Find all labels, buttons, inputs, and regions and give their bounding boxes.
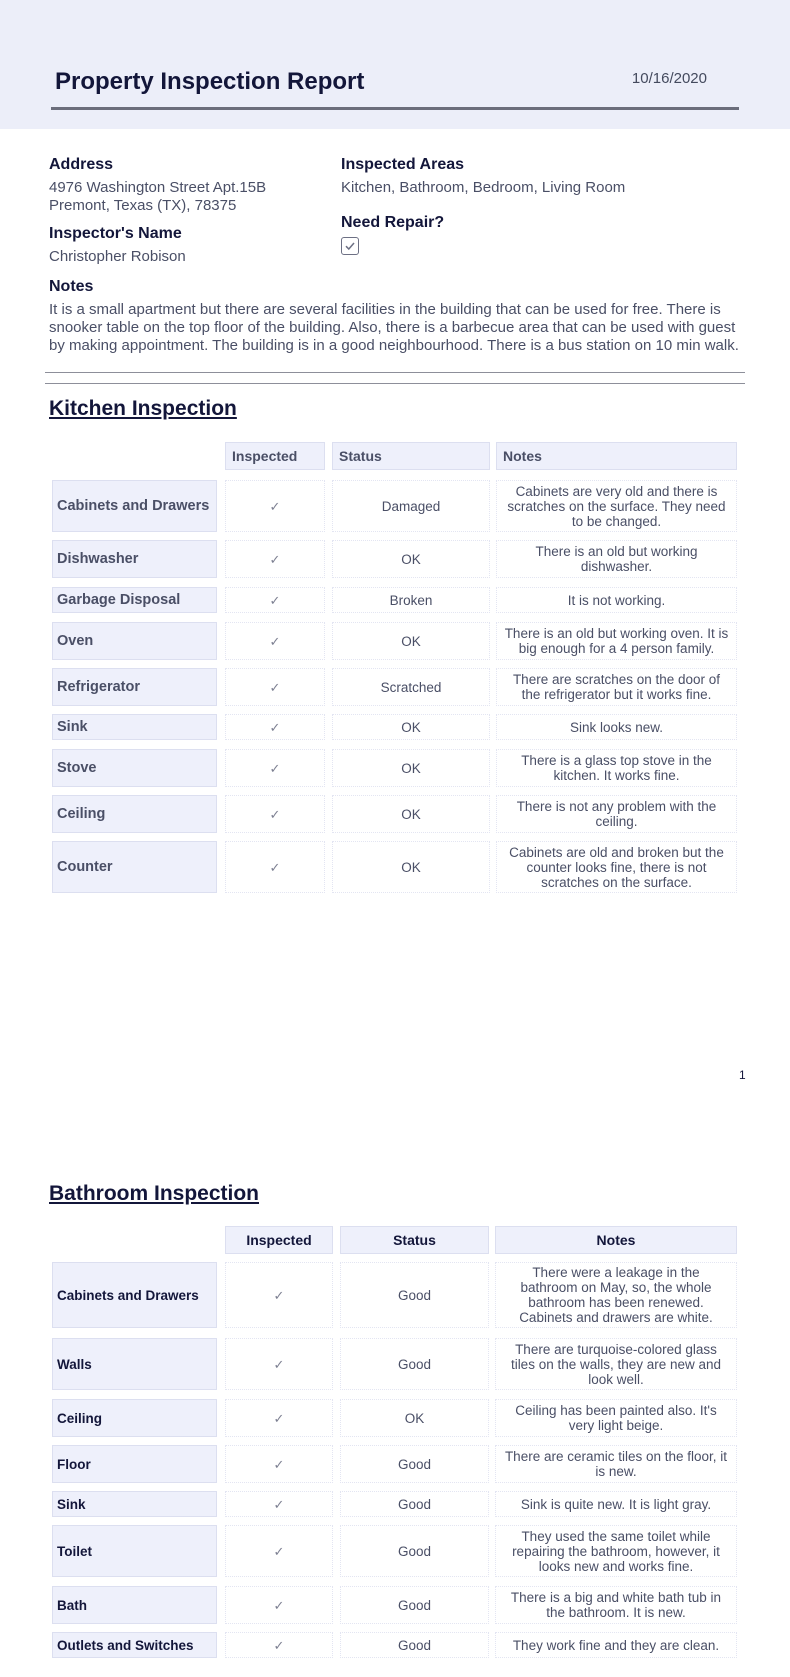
notes-cell: They used the same toilet while repairing the bathroom, however, it looks new and works fine. <box>495 1525 737 1577</box>
row-label: Counter <box>52 841 217 893</box>
section-divider-bottom <box>45 383 745 384</box>
status-cell: Good <box>340 1338 489 1390</box>
need-repair-checkbox[interactable] <box>341 237 359 255</box>
status-cell: Good <box>340 1445 489 1483</box>
page-number: 1 <box>739 1068 746 1082</box>
row-label: Ceiling <box>52 1399 217 1437</box>
inspected-check: ✓ <box>225 1399 333 1437</box>
inspected-check: ✓ <box>225 622 325 660</box>
inspected-check: ✓ <box>225 540 325 578</box>
address-line2: Premont, Texas (TX), 78375 <box>49 197 237 214</box>
notes-cell: There are scratches on the door of the refrigerator but it works fine. <box>496 668 737 706</box>
notes-cell: There is a big and white bath tub in the bathroom. It is new. <box>495 1586 737 1624</box>
inspected-check: ✓ <box>225 714 325 740</box>
inspected-check: ✓ <box>225 1491 333 1517</box>
areas-label: Inspected Areas <box>341 156 465 173</box>
bathroom-section-title: Bathroom Inspection <box>49 1182 260 1205</box>
kitchen-header-notes: Notes <box>496 442 737 470</box>
inspected-check: ✓ <box>225 1338 333 1390</box>
notes-cell: There is a glass top stove in the kitchen. It works fine. <box>496 749 737 787</box>
row-label: Ceiling <box>52 795 217 833</box>
report-date: 10/16/2020 <box>631 70 707 87</box>
inspected-check: ✓ <box>225 668 325 706</box>
row-label: Toilet <box>52 1525 217 1577</box>
row-label: Dishwasher <box>52 540 217 578</box>
inspected-check: ✓ <box>225 1586 333 1624</box>
inspected-check: ✓ <box>225 841 325 893</box>
row-label: Bath <box>52 1586 217 1624</box>
areas-value: Kitchen, Bathroom, Bedroom, Living Room <box>341 179 626 196</box>
status-cell: OK <box>340 1399 489 1437</box>
inspected-check: ✓ <box>225 749 325 787</box>
status-cell: Good <box>340 1525 489 1577</box>
row-label: Oven <box>52 622 217 660</box>
inspected-check: ✓ <box>225 480 325 532</box>
status-cell: Scratched <box>332 668 490 706</box>
kitchen-header-inspected: Inspected <box>225 442 325 470</box>
row-label: Cabinets and Drawers <box>52 480 217 532</box>
notes-cell: There is an old but working oven. It is big enough for a 4 person family. <box>496 622 737 660</box>
bathroom-header-inspected: Inspected <box>225 1226 333 1254</box>
address-label: Address <box>49 156 114 173</box>
status-cell: OK <box>332 795 490 833</box>
status-cell: Good <box>340 1491 489 1517</box>
kitchen-section-title: Kitchen Inspection <box>49 397 237 420</box>
notes-text: It is a small apartment but there are several facilities in the building that can be used for free. There is snooker table on the top floor of the building. Also, there is a barbecue area that can be used with guest by making appointment. The building is in a good neighbourhood. There is a bus station on 10 min walk. <box>49 301 739 354</box>
inspected-check: ✓ <box>225 1632 333 1658</box>
status-cell: OK <box>332 540 490 578</box>
notes-cell: Cabinets are very old and there is scratches on the surface. They need to be changed. <box>496 480 737 532</box>
notes-cell: There are turquoise-colored glass tiles on the walls, they are new and look well. <box>495 1338 737 1390</box>
row-label: Floor <box>52 1445 217 1483</box>
section-divider-top <box>45 372 745 373</box>
status-cell: Broken <box>332 587 490 613</box>
notes-cell: There are ceramic tiles on the floor, it is new. <box>495 1445 737 1483</box>
inspector-label: Inspector's Name <box>49 225 182 242</box>
row-label: Sink <box>52 714 217 740</box>
row-label: Sink <box>52 1491 217 1517</box>
status-cell: OK <box>332 841 490 893</box>
inspected-check: ✓ <box>225 1445 333 1483</box>
status-cell: OK <box>332 714 490 740</box>
check-icon <box>344 240 356 252</box>
status-cell: Good <box>340 1586 489 1624</box>
notes-cell: Sink is quite new. It is light gray. <box>495 1491 737 1517</box>
status-cell: Damaged <box>332 480 490 532</box>
title-divider <box>51 107 739 110</box>
notes-cell: It is not working. <box>496 587 737 613</box>
inspected-check: ✓ <box>225 1525 333 1577</box>
repair-label: Need Repair? <box>341 214 445 231</box>
row-label: Walls <box>52 1338 217 1390</box>
status-cell: Good <box>340 1632 489 1658</box>
status-cell: Good <box>340 1262 489 1328</box>
page-title: Property Inspection Report <box>55 68 365 95</box>
notes-cell: They work fine and they are clean. <box>495 1632 737 1658</box>
row-label: Cabinets and Drawers <box>52 1262 217 1328</box>
status-cell: OK <box>332 622 490 660</box>
notes-cell: There is an old but working dishwasher. <box>496 540 737 578</box>
notes-cell: There were a leakage in the bathroom on May, so, the whole bathroom has been renewed. Cabinets and drawers are white. <box>495 1262 737 1328</box>
status-cell: OK <box>332 749 490 787</box>
bathroom-header-notes: Notes <box>495 1226 737 1254</box>
row-label: Stove <box>52 749 217 787</box>
notes-cell: Cabinets are old and broken but the counter looks fine, there is not scratches on the surface. <box>496 841 737 893</box>
row-label: Garbage Disposal <box>52 587 217 613</box>
inspector-name: Christopher Robison <box>49 248 186 265</box>
bathroom-header-status: Status <box>340 1226 489 1254</box>
notes-cell: There is not any problem with the ceiling. <box>496 795 737 833</box>
inspected-check: ✓ <box>225 587 325 613</box>
notes-cell: Sink looks new. <box>496 714 737 740</box>
row-label: Refrigerator <box>52 668 217 706</box>
inspected-check: ✓ <box>225 1262 333 1328</box>
kitchen-header-status: Status <box>332 442 490 470</box>
address-line1: 4976 Washington Street Apt.15B <box>49 179 267 196</box>
inspected-check: ✓ <box>225 795 325 833</box>
row-label: Outlets and Switches <box>52 1632 217 1658</box>
notes-label: Notes <box>49 278 94 295</box>
notes-cell: Ceiling has been painted also. It's very light beige. <box>495 1399 737 1437</box>
